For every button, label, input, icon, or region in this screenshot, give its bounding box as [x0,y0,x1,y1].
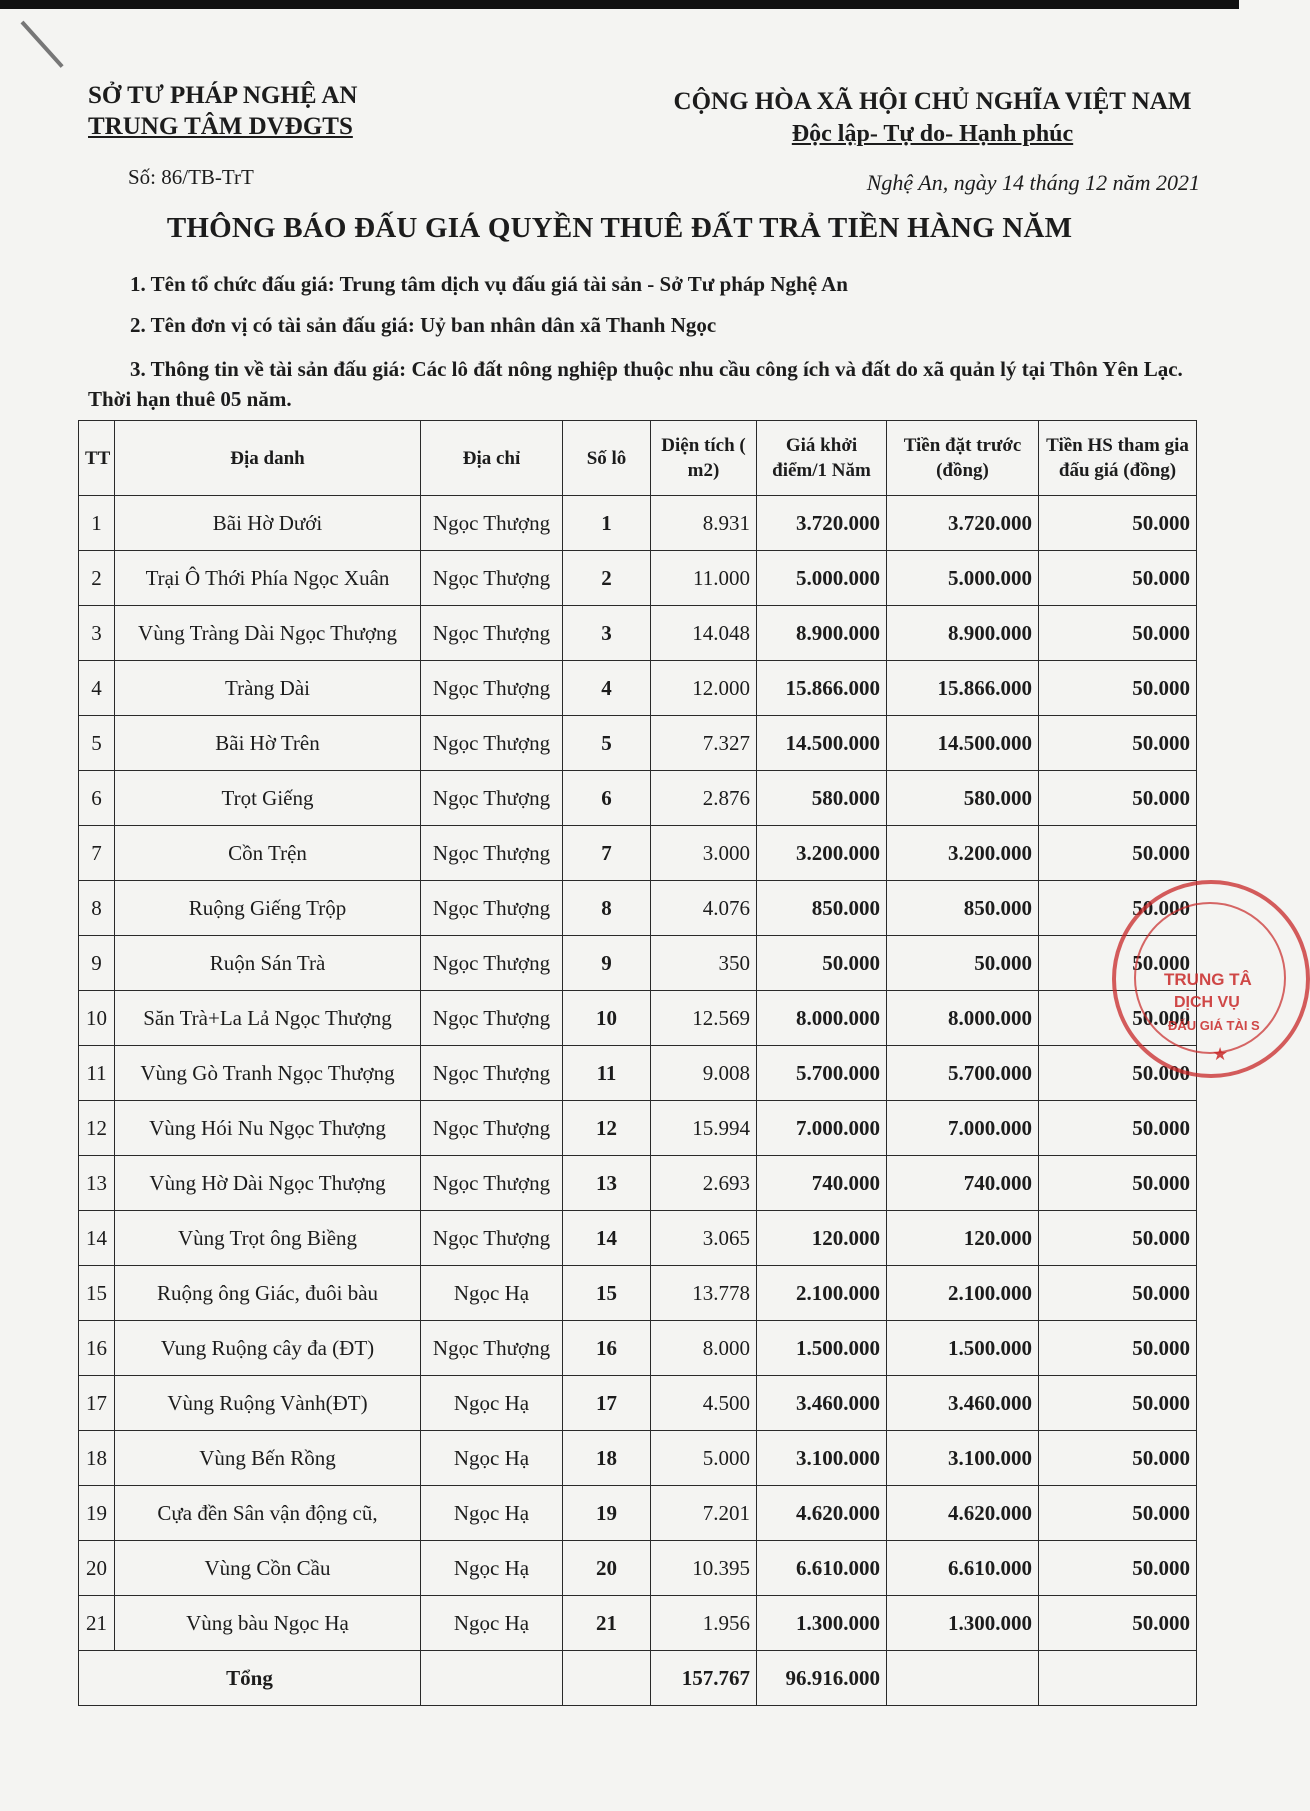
cell-tt: 16 [79,1321,115,1376]
cell-dossier-fee: 50.000 [1039,661,1197,716]
cell-lot-number: 9 [563,936,651,991]
cell-starting-price: 740.000 [757,1156,887,1211]
cell-starting-price: 2.100.000 [757,1266,887,1321]
cell-place-name: Ruộng ông Giác, đuôi bàu [115,1266,421,1321]
cell-area: 7.201 [651,1486,757,1541]
cell-deposit: 8.000.000 [887,991,1039,1046]
cell-address: Ngọc Thượng [421,1211,563,1266]
cell-dossier-fee: 50.000 [1039,1431,1197,1486]
cell-area: 2.693 [651,1156,757,1211]
cell-area: 9.008 [651,1046,757,1101]
cell-area: 1.956 [651,1596,757,1651]
cell-lot-number: 6 [563,771,651,826]
cell-area: 11.000 [651,551,757,606]
info-item-1-label: 1. Tên tổ chức đấu giá: [130,272,335,296]
cell-place-name: Cồn Trện [115,826,421,881]
cell-tt: 2 [79,551,115,606]
total-empty-lot [563,1651,651,1706]
table-row [79,881,1197,936]
cell-dossier-fee: 50.000 [1039,716,1197,771]
cell-place-name: Vùng Bến Rồng [115,1431,421,1486]
cell-dossier-fee: 50.000 [1039,1321,1197,1376]
cell-place-name: Vùng Hờ Dài Ngọc Thượng [115,1156,421,1211]
cell-address: Ngọc Thượng [421,496,563,551]
cell-lot-number: 1 [563,496,651,551]
cell-starting-price: 1.300.000 [757,1596,887,1651]
cell-starting-price: 14.500.000 [757,716,887,771]
cell-lot-number: 14 [563,1211,651,1266]
cell-deposit: 3.460.000 [887,1376,1039,1431]
cell-deposit: 14.500.000 [887,716,1039,771]
cell-starting-price: 120.000 [757,1211,887,1266]
header-dossier-fee: Tiền HS tham gia đấu giá (đồng) [1039,421,1197,496]
cell-area: 350 [651,936,757,991]
cell-dossier-fee: 50.000 [1039,1541,1197,1596]
cell-dossier-fee: 50.000 [1039,1596,1197,1651]
cell-dossier-fee: 50.000 [1039,1266,1197,1321]
table-row [79,1376,1197,1431]
cell-address: Ngọc Hạ [421,1596,563,1651]
total-row [79,1651,1197,1706]
table-row [79,1211,1197,1266]
table-row [79,1101,1197,1156]
cell-starting-price: 15.866.000 [757,661,887,716]
cell-starting-price: 5.000.000 [757,551,887,606]
cell-tt: 12 [79,1101,115,1156]
total-empty-fee [1039,1651,1197,1706]
cell-tt: 15 [79,1266,115,1321]
cell-tt: 8 [79,881,115,936]
cell-area: 13.778 [651,1266,757,1321]
cell-area: 8.931 [651,496,757,551]
cell-tt: 21 [79,1596,115,1651]
cell-place-name: Săn Trà+La Lả Ngọc Thượng [115,991,421,1046]
cell-dossier-fee: 50.000 [1039,771,1197,826]
cell-address: Ngọc Thượng [421,1101,563,1156]
cell-tt: 11 [79,1046,115,1101]
table-row [79,1486,1197,1541]
header-address: Địa chỉ [421,421,563,496]
cell-address: Ngọc Thượng [421,936,563,991]
cell-lot-number: 2 [563,551,651,606]
cell-place-name: Vùng Trọt ông Biềng [115,1211,421,1266]
cell-lot-number: 19 [563,1486,651,1541]
cell-lot-number: 5 [563,716,651,771]
cell-area: 5.000 [651,1431,757,1486]
cell-lot-number: 10 [563,991,651,1046]
table-row [79,661,1197,716]
seal-text-3: ĐẤU GIÁ TÀI S [1168,1018,1260,1033]
cell-lot-number: 17 [563,1376,651,1431]
cell-starting-price: 4.620.000 [757,1486,887,1541]
cell-address: Ngọc Thượng [421,551,563,606]
header-lot-number: Số lô [563,421,651,496]
cell-deposit: 4.620.000 [887,1486,1039,1541]
cell-deposit: 2.100.000 [887,1266,1039,1321]
cell-dossier-fee: 50.000 [1039,991,1197,1046]
cell-place-name: Vùng Tràng Dài Ngọc Thượng [115,606,421,661]
cell-dossier-fee: 50.000 [1039,826,1197,881]
cell-deposit: 6.610.000 [887,1541,1039,1596]
total-empty-deposit [887,1651,1039,1706]
cell-starting-price: 5.700.000 [757,1046,887,1101]
cell-deposit: 1.300.000 [887,1596,1039,1651]
table-row [79,496,1197,551]
date-line: Nghệ An, ngày 14 tháng 12 năm 2021 [866,170,1200,195]
cell-starting-price: 3.460.000 [757,1376,887,1431]
table-row [79,1266,1197,1321]
cell-place-name: Trại Ô Thới Phía Ngọc Xuân [115,551,421,606]
cell-deposit: 3.720.000 [887,496,1039,551]
cell-dossier-fee: 50.000 [1039,1046,1197,1101]
nation-line-2: Độc lập- Tự do- Hạnh phúc [791,121,1074,147]
cell-place-name: Tràng Dài [115,661,421,716]
cell-deposit: 7.000.000 [887,1101,1039,1156]
table-row [79,1321,1197,1376]
cell-tt: 5 [79,716,115,771]
cell-dossier-fee: 50.000 [1039,1101,1197,1156]
cell-tt: 6 [79,771,115,826]
pen-mark [21,21,64,68]
seal-text-1: TRUNG TÂ [1164,970,1252,989]
cell-deposit: 1.500.000 [887,1321,1039,1376]
cell-dossier-fee: 50.000 [1039,1376,1197,1431]
header-starting-price: Giá khởi điểm/1 Năm [757,421,887,496]
cell-starting-price: 6.610.000 [757,1541,887,1596]
cell-place-name: Vùng bàu Ngọc Hạ [115,1596,421,1651]
table-row [79,716,1197,771]
cell-tt: 17 [79,1376,115,1431]
cell-lot-number: 15 [563,1266,651,1321]
cell-lot-number: 12 [563,1101,651,1156]
cell-address: Ngọc Thượng [421,991,563,1046]
table-row [79,1596,1197,1651]
cell-tt: 10 [79,991,115,1046]
total-price: 96.916.000 [757,1651,887,1706]
cell-dossier-fee: 50.000 [1039,606,1197,661]
cell-place-name: Vùng Hói Nu Ngọc Thượng [115,1101,421,1156]
cell-deposit: 5.700.000 [887,1046,1039,1101]
cell-starting-price: 1.500.000 [757,1321,887,1376]
official-seal [1112,880,1310,1078]
cell-tt: 7 [79,826,115,881]
cell-dossier-fee: 50.000 [1039,881,1197,936]
org-line-1: SỞ TƯ PHÁP NGHỆ AN [88,82,358,109]
table-row [79,771,1197,826]
table-row [79,1431,1197,1486]
issuing-organization [88,80,357,142]
header-deposit: Tiền đặt trước (đồng) [887,421,1039,496]
cell-lot-number: 16 [563,1321,651,1376]
cell-starting-price: 3.100.000 [757,1431,887,1486]
cell-place-name: Trọt Giếng [115,771,421,826]
cell-place-name: Bãi Hờ Trên [115,716,421,771]
info-item-1-value: Trung tâm dịch vụ đấu giá tài sản - Sở Tư pháp Nghệ An [339,272,848,296]
org-line-2: TRUNG TÂM DVĐGTS [88,113,353,140]
cell-dossier-fee: 50.000 [1039,1156,1197,1211]
document-title: THÔNG BÁO ĐẤU GIÁ QUYỀN THUÊ ĐẤT TRẢ TIỀN HÀNG NĂM [166,212,1073,244]
cell-tt: 1 [79,496,115,551]
national-motto [655,85,1210,151]
cell-area: 12.000 [651,661,757,716]
cell-lot-number: 13 [563,1156,651,1211]
cell-address: Ngọc Thượng [421,661,563,716]
cell-place-name: Vùng Cồn Cầu [115,1541,421,1596]
table-row [79,991,1197,1046]
cell-deposit: 3.100.000 [887,1431,1039,1486]
cell-tt: 4 [79,661,115,716]
info-item-3 [88,354,1200,414]
cell-area: 3.000 [651,826,757,881]
cell-address: Ngọc Thượng [421,1321,563,1376]
cell-deposit: 850.000 [887,881,1039,936]
info-item-2 [130,313,716,338]
cell-tt: 19 [79,1486,115,1541]
cell-tt: 18 [79,1431,115,1486]
cell-address: Ngọc Hạ [421,1266,563,1321]
info-item-2-value: Uỷ ban nhân dân xã Thanh Ngọc [420,313,717,337]
cell-lot-number: 7 [563,826,651,881]
table-row [79,1046,1197,1101]
cell-dossier-fee: 50.000 [1039,1486,1197,1541]
cell-area: 12.569 [651,991,757,1046]
cell-address: Ngọc Hạ [421,1376,563,1431]
info-item-3-label: 3. Thông tin về tài sản đấu giá: [130,357,407,381]
total-area: 157.767 [651,1651,757,1706]
cell-starting-price: 8.900.000 [757,606,887,661]
cell-area: 10.395 [651,1541,757,1596]
header-place-name: Địa danh [115,421,421,496]
cell-dossier-fee: 50.000 [1039,551,1197,606]
cell-address: Ngọc Thượng [421,606,563,661]
cell-starting-price: 580.000 [757,771,887,826]
cell-address: Ngọc Hạ [421,1431,563,1486]
total-label: Tổng [79,1651,421,1706]
cell-dossier-fee: 50.000 [1039,496,1197,551]
cell-area: 3.065 [651,1211,757,1266]
header-area: Diện tích ( m2) [651,421,757,496]
cell-lot-number: 8 [563,881,651,936]
cell-address: Ngọc Thượng [421,771,563,826]
info-item-1 [130,272,848,297]
cell-starting-price: 3.720.000 [757,496,887,551]
cell-address: Ngọc Thượng [421,1046,563,1101]
cell-starting-price: 3.200.000 [757,826,887,881]
cell-starting-price: 850.000 [757,881,887,936]
table-row [79,1541,1197,1596]
cell-deposit: 8.900.000 [887,606,1039,661]
nation-line-1: CỘNG HÒA XÃ HỘI CHỦ NGHĨA VIỆT NAM [673,88,1192,115]
cell-dossier-fee: 50.000 [1039,936,1197,991]
cell-deposit: 580.000 [887,771,1039,826]
cell-deposit: 120.000 [887,1211,1039,1266]
document-number: Số: 86/TB-TrT [128,165,254,189]
cell-tt: 13 [79,1156,115,1211]
cell-place-name: Vùng Gò Tranh Ngọc Thượng [115,1046,421,1101]
table-row [79,1156,1197,1211]
table-row [79,551,1197,606]
cell-address: Ngọc Hạ [421,1541,563,1596]
cell-lot-number: 18 [563,1431,651,1486]
cell-place-name: Ruộn Sán Trà [115,936,421,991]
cell-area: 2.876 [651,771,757,826]
cell-place-name: Cựa đền Sân vận động cũ, [115,1486,421,1541]
cell-starting-price: 50.000 [757,936,887,991]
cell-deposit: 740.000 [887,1156,1039,1211]
cell-tt: 3 [79,606,115,661]
cell-place-name: Vùng Ruộng Vành(ĐT) [115,1376,421,1431]
cell-area: 4.500 [651,1376,757,1431]
total-empty-address [421,1651,563,1706]
info-item-3-value: Các lô đất nông nghiệp thuộc nhu cầu công ích và đất do xã quản lý tại Thôn Yên Lạc. Thời hạn thuê 05 năm. [88,357,1183,411]
table-row [79,936,1197,991]
seal-star-icon: ★ [1212,1044,1229,1064]
cell-tt: 14 [79,1211,115,1266]
cell-lot-number: 11 [563,1046,651,1101]
cell-address: Ngọc Thượng [421,1156,563,1211]
cell-place-name: Ruộng Giếng Trộp [115,881,421,936]
cell-deposit: 5.000.000 [887,551,1039,606]
header-tt: TT [79,421,115,496]
cell-place-name: Vung Ruộng cây đa (ĐT) [115,1321,421,1376]
cell-lot-number: 4 [563,661,651,716]
table-row [79,606,1197,661]
seal-text-2: DỊCH VỤ [1174,994,1240,1011]
cell-area: 7.327 [651,716,757,771]
cell-area: 8.000 [651,1321,757,1376]
cell-address: Ngọc Thượng [421,826,563,881]
info-item-2-label: 2. Tên đơn vị có tài sản đấu giá: [130,313,415,337]
cell-address: Ngọc Thượng [421,716,563,771]
cell-deposit: 50.000 [887,936,1039,991]
cell-lot-number: 20 [563,1541,651,1596]
cell-dossier-fee: 50.000 [1039,1211,1197,1266]
cell-address: Ngọc Thượng [421,881,563,936]
top-dark-edge [0,0,1239,9]
cell-area: 14.048 [651,606,757,661]
cell-lot-number: 21 [563,1596,651,1651]
asset-table [78,420,1197,1706]
cell-area: 15.994 [651,1101,757,1156]
cell-tt: 9 [79,936,115,991]
table-header-row [79,421,1197,496]
cell-lot-number: 3 [563,606,651,661]
cell-place-name: Bãi Hờ Dưới [115,496,421,551]
cell-starting-price: 7.000.000 [757,1101,887,1156]
table-row [79,826,1197,881]
cell-deposit: 3.200.000 [887,826,1039,881]
cell-tt: 20 [79,1541,115,1596]
cell-deposit: 15.866.000 [887,661,1039,716]
cell-address: Ngọc Hạ [421,1486,563,1541]
cell-area: 4.076 [651,881,757,936]
cell-starting-price: 8.000.000 [757,991,887,1046]
